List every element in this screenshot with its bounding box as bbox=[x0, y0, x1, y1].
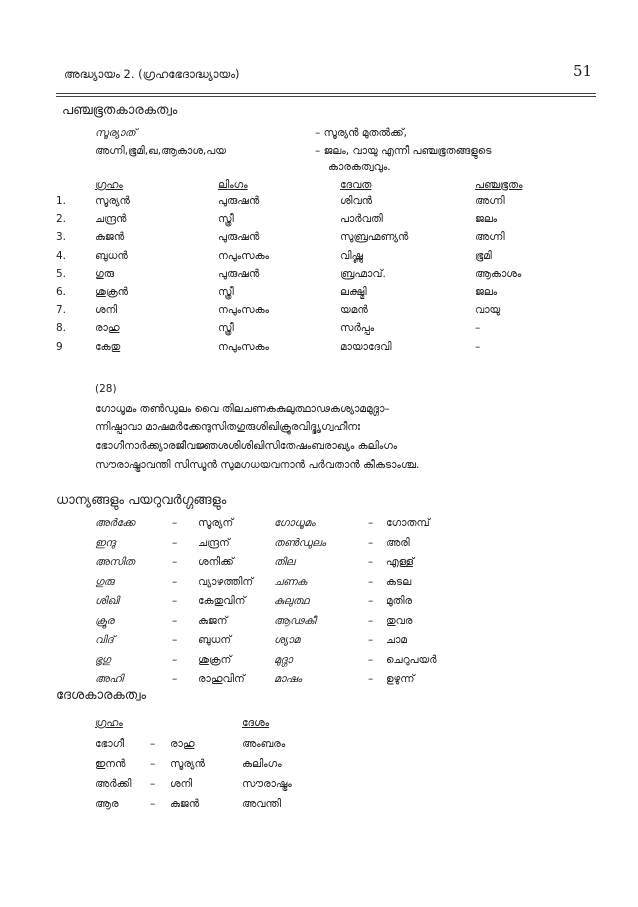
graha-cell: സൂര്യൻ bbox=[95, 195, 130, 207]
dash: – bbox=[172, 556, 178, 568]
table-header: പഞ്ചഭൂതം bbox=[475, 179, 523, 191]
desha-header: ഗ്രഹം bbox=[95, 717, 123, 729]
verse-line: ഭോഗീനാർക്ക്യാരജീവജ്ഞശശിശിഖിസിതേഷംബരാഖ്യം കലിംഗം bbox=[95, 440, 398, 452]
bhuta-cell: അഗ്നി bbox=[475, 195, 505, 207]
dash: – bbox=[368, 575, 374, 588]
graha-cell: കുജൻ bbox=[95, 231, 125, 244]
linga-cell: സ്ത്രീ bbox=[218, 213, 234, 226]
linga-cell: നപുംസകം bbox=[218, 249, 269, 262]
graha-name: രാഹുവിന് bbox=[198, 673, 245, 685]
row-number: 5. bbox=[56, 267, 67, 280]
devata-cell: ലക്ഷ്മി bbox=[340, 286, 367, 298]
desham-name: അവന്തി bbox=[242, 798, 282, 810]
graha-name: സൂര്യൻ bbox=[170, 758, 205, 770]
graha-name: ചന്ദ്രന് bbox=[198, 536, 230, 549]
verse-line: ഗോധൂമം തൺഡുലം വൈ തിലചണകകുലുത്ഥാഢകശ്യാമമുദ്ഗാ– bbox=[95, 403, 390, 415]
graha-cell: കേതു bbox=[95, 340, 121, 353]
devata-cell: ബ്രഹ്മാവ്. bbox=[340, 267, 386, 280]
desham-name: കലിംഗം bbox=[242, 758, 282, 770]
dash: – bbox=[150, 778, 156, 790]
graha-name: കുജന് bbox=[198, 614, 228, 627]
dash: – bbox=[172, 595, 178, 607]
page-number: 51 bbox=[573, 62, 593, 80]
grain-name: മുതിര bbox=[386, 595, 412, 607]
sanskrit-graha: ആര bbox=[95, 798, 119, 810]
row-number: 4. bbox=[56, 249, 67, 262]
sanskrit-grain: കുലുത്ഥ bbox=[274, 595, 309, 607]
dash: – bbox=[172, 653, 178, 666]
dash: – bbox=[172, 517, 178, 529]
devata-cell: മായാദേവി bbox=[340, 340, 392, 353]
graha-name: ശനിക്ക് bbox=[198, 556, 234, 568]
dash: – bbox=[368, 653, 374, 666]
section-heading-desha: ദേശകാരകത്വം bbox=[56, 688, 147, 703]
bhuta-cell: ഭൂമി bbox=[475, 249, 492, 262]
sanskrit-grain: മുദ്ഗാ bbox=[274, 653, 293, 666]
sanskrit-graha: ഗുരു bbox=[95, 575, 115, 588]
linga-cell: പുരുഷൻ bbox=[218, 231, 260, 244]
desham-name: അംബരം bbox=[242, 738, 286, 750]
devata-cell: ശിവൻ bbox=[340, 195, 373, 207]
dash: – bbox=[172, 634, 178, 646]
linga-cell: സ്ത്രീ bbox=[218, 322, 234, 335]
dash: – bbox=[368, 614, 374, 627]
linga-cell: പുരുഷൻ bbox=[218, 195, 260, 207]
graha-cell: ശനി bbox=[95, 304, 118, 317]
sloka-meaning: കാരകത്വവും. bbox=[328, 161, 391, 173]
dash: – bbox=[172, 536, 178, 549]
graha-cell: ശുക്രൻ bbox=[95, 286, 129, 298]
devata-cell: യമൻ bbox=[340, 304, 368, 317]
sanskrit-graha: അഹി bbox=[95, 673, 124, 685]
row-number: 7. bbox=[56, 304, 67, 317]
sanskrit-grain: ഗോധൂമം bbox=[274, 517, 316, 529]
bhuta-cell: ജലം bbox=[475, 213, 498, 226]
grain-name: ചാമ bbox=[386, 634, 407, 646]
dash: – bbox=[172, 575, 178, 588]
sanskrit-graha: ഇന്ദു bbox=[95, 536, 116, 549]
sloka-term: അഗ്നി,ഭൂമി,ഖ,ആകാശ,പയ bbox=[95, 145, 226, 157]
graha-name: വ്യാഴത്തിന് bbox=[198, 575, 254, 588]
header-rule-top bbox=[56, 93, 596, 94]
devata-cell: വിഷ്ണു bbox=[340, 249, 364, 262]
bhuta-cell: – bbox=[475, 322, 481, 335]
running-header: അദ്ധ്യായം 2. (ഗ്രഹഭേദാദ്ധ്യായം) bbox=[64, 67, 240, 81]
graha-name: സൂര്യന് bbox=[198, 517, 234, 529]
grain-name: കടല bbox=[386, 575, 412, 588]
dash: – bbox=[368, 673, 374, 685]
row-number: 3. bbox=[56, 231, 67, 244]
section-heading-panchabhuta: പഞ്ചഭൂതകാരകത്വം bbox=[62, 103, 178, 118]
dash: – bbox=[150, 798, 156, 810]
grain-name: ഉഴുന്ന് bbox=[386, 673, 415, 685]
sloka-meaning: – ജലം, വായു എന്നീ പഞ്ചഭൂതങ്ങളുടെ bbox=[315, 145, 492, 157]
dash: – bbox=[368, 556, 374, 568]
table-header: ദേവത bbox=[340, 179, 372, 191]
graha-cell: ചന്ദ്രൻ bbox=[95, 213, 127, 226]
dash: – bbox=[368, 517, 374, 529]
graha-name: രാഹു bbox=[170, 738, 195, 750]
linga-cell: പുരുഷൻ bbox=[218, 267, 260, 280]
sanskrit-graha: അർക്കേ bbox=[95, 517, 135, 529]
sanskrit-graha: ഇനൻ bbox=[95, 758, 126, 770]
dash: – bbox=[172, 673, 178, 685]
row-number: 6. bbox=[56, 286, 67, 298]
sanskrit-graha: ഭൃഗു bbox=[95, 653, 111, 666]
row-number: 9 bbox=[56, 340, 63, 353]
sanskrit-grain: തില bbox=[274, 556, 295, 568]
bhuta-cell: – bbox=[475, 340, 481, 353]
table-header: ലിംഗം bbox=[218, 179, 248, 191]
bhuta-cell: ആകാശം bbox=[475, 267, 522, 280]
devata-cell: പാർവതി bbox=[340, 213, 383, 226]
sanskrit-grain: മാഷം bbox=[274, 673, 302, 685]
dash: – bbox=[150, 738, 156, 750]
section-heading-grains: ധാന്യങ്ങളും പയറുവർഗ്ഗങ്ങളും bbox=[56, 493, 227, 508]
sanskrit-graha: അർക്കി bbox=[95, 778, 132, 790]
graha-name: ബുധന് bbox=[198, 634, 232, 646]
sanskrit-graha: ഭോഗീ bbox=[95, 738, 125, 750]
sanskrit-graha: ക്രൂര bbox=[95, 614, 115, 627]
sloka-meaning: – സൂര്യൻ മുതൽക്ക്, bbox=[315, 127, 407, 139]
graha-cell: ഗുരു bbox=[95, 267, 115, 280]
row-number: 1. bbox=[56, 195, 67, 207]
graha-name: കേതുവിന് bbox=[198, 595, 246, 607]
graha-name: കുജൻ bbox=[170, 798, 200, 810]
graha-cell: ബുധൻ bbox=[95, 249, 128, 262]
grain-name: അരി bbox=[386, 536, 410, 549]
graha-name: ശുക്രന് bbox=[198, 653, 232, 666]
grain-name: ചെറുപയർ bbox=[386, 653, 437, 666]
linga-cell: സ്ത്രീ bbox=[218, 286, 234, 298]
table-header: ഗ്രഹം bbox=[95, 179, 123, 191]
dash: – bbox=[368, 536, 374, 549]
dash: – bbox=[150, 758, 156, 770]
dash: – bbox=[368, 595, 374, 607]
sloka-term: സൂര്യാത് bbox=[95, 127, 136, 139]
dash: – bbox=[368, 634, 374, 646]
bhuta-cell: അഗ്നി bbox=[475, 231, 505, 244]
row-number: 8. bbox=[56, 322, 67, 335]
sanskrit-grain: ശ്യാമ bbox=[274, 634, 301, 646]
verse-line: സൗരാഷ്ട്രാവന്തി സിന്ധൂൻ സുമഗധയവനാൻ പർവതാൻ കീകടാംശ്ച. bbox=[95, 459, 420, 471]
linga-cell: നപുംസകം bbox=[218, 340, 269, 353]
sanskrit-grain: ആഢകീ bbox=[274, 614, 316, 627]
verse-line: ന്നിഷ്പാവാ മാഷമർക്കേന്ദുസിതഗുരുശിഖിക്രൂരവിദ്ഭൃഗ്വഹീനഃ bbox=[95, 421, 360, 433]
grain-name: എള്ള് bbox=[386, 556, 415, 568]
verse-number: (28) bbox=[95, 383, 117, 395]
row-number: 2. bbox=[56, 213, 67, 226]
linga-cell: നപുംസകം bbox=[218, 304, 269, 317]
devata-cell: സർപ്പം bbox=[340, 322, 375, 335]
desha-header: ദേശം bbox=[242, 717, 270, 729]
grain-name: തുവര bbox=[386, 614, 413, 627]
grain-name: ഗോതമ്പ് bbox=[386, 517, 430, 529]
sanskrit-graha: ശിഖി bbox=[95, 595, 119, 607]
sanskrit-grain: തൺഡുലം bbox=[274, 536, 326, 549]
devata-cell: സുബ്രഹ്മണ്യൻ bbox=[340, 231, 409, 244]
bhuta-cell: വായു bbox=[475, 304, 501, 317]
dash: – bbox=[172, 614, 178, 627]
sanskrit-grain: ചണക bbox=[274, 575, 308, 588]
bhuta-cell: ജലം bbox=[475, 286, 498, 298]
header-rule-bottom bbox=[56, 96, 596, 97]
sanskrit-graha: അസിത bbox=[95, 556, 135, 568]
desham-name: സൗരാഷ്ട്രം bbox=[242, 778, 292, 790]
graha-cell: രാഹു bbox=[95, 322, 120, 335]
sanskrit-graha: വിദ് bbox=[95, 634, 114, 646]
graha-name: ശനി bbox=[170, 778, 193, 790]
